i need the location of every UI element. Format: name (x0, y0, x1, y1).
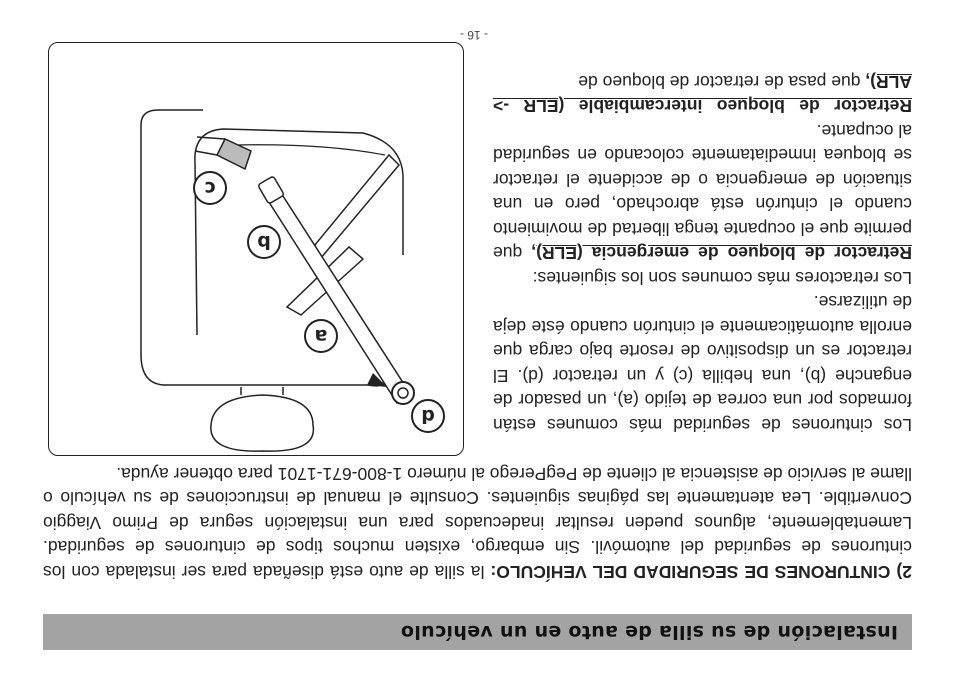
seat-belt-figure (48, 42, 464, 456)
headrest-posts (241, 387, 283, 395)
section-title: Instalación de su silla de auto en un vehículo (400, 621, 898, 643)
label-b: b (257, 231, 271, 253)
label-c: c (204, 177, 216, 199)
intro-text: la silla de auto está diseñada para ser instalada con los cinturones de seguridad del automóvil. Sin embargo, existen muchos tipos de cinturones de seguridad. Lamentablemente, algunos pueden resultar inadecuados para una instalación segura de Primo Viaggio Convertible. Lea atentamente las páginas siguientes. Consulte el manual de instrucciones de su vehículo o llame al servicio de asistencia al cliente de PegPerego al número 1-800-671-1701 para obtener ayuda. (43, 464, 912, 582)
alr-term: Retractor de bloqueo intercambiable (ELR -> ALR), (493, 72, 912, 117)
headrest-shape (211, 395, 314, 451)
buckle-part (217, 139, 251, 169)
paragraph-retractor-types: Los retractores más comunes son los siguientes: (532, 268, 912, 288)
intro-heading: 2) CINTURONES DE SEGURIDAD DEL VEHÍCULO: (490, 562, 912, 582)
paragraph-elr (493, 119, 912, 266)
label-b-badge (247, 225, 281, 259)
label-a-badge (304, 319, 338, 353)
page-number: - 16 - (460, 28, 489, 42)
retractor-hub (398, 388, 408, 398)
label-a: a (314, 325, 328, 347)
lap-belt (305, 155, 399, 265)
section-header-bar (43, 614, 912, 650)
label-c-badge (193, 171, 227, 205)
label-d: d (421, 405, 435, 427)
text-column (493, 70, 912, 438)
paragraph-alr (493, 70, 912, 119)
seat-edge-line (233, 145, 385, 155)
elr-text: que permite que el ocupante tenga libertad de movimiento cuando el cinturón está abrochado, pero en una situación de emergencia o de accidente el retractor se bloquea inmediatamente colocando en seguridad al ocupante. (492, 121, 912, 264)
paragraph-components: Los cinturones de seguridad más comunes están formados por una correa de tejido (a), un pasador de enganche (b), una hebilla (c) y un retractor (d). El retractor es un dispositivo de resorte bajo carga que enrolla automáticamente el cinturón cuando éste deja de utilizarse. (493, 292, 912, 435)
elr-term: Retractor de bloqueo de emergencia (ELR), (531, 243, 912, 264)
label-d-badge (411, 399, 445, 433)
alr-text: que pasa de retractor de bloqueo de (578, 72, 866, 92)
intro-paragraph (43, 462, 912, 585)
